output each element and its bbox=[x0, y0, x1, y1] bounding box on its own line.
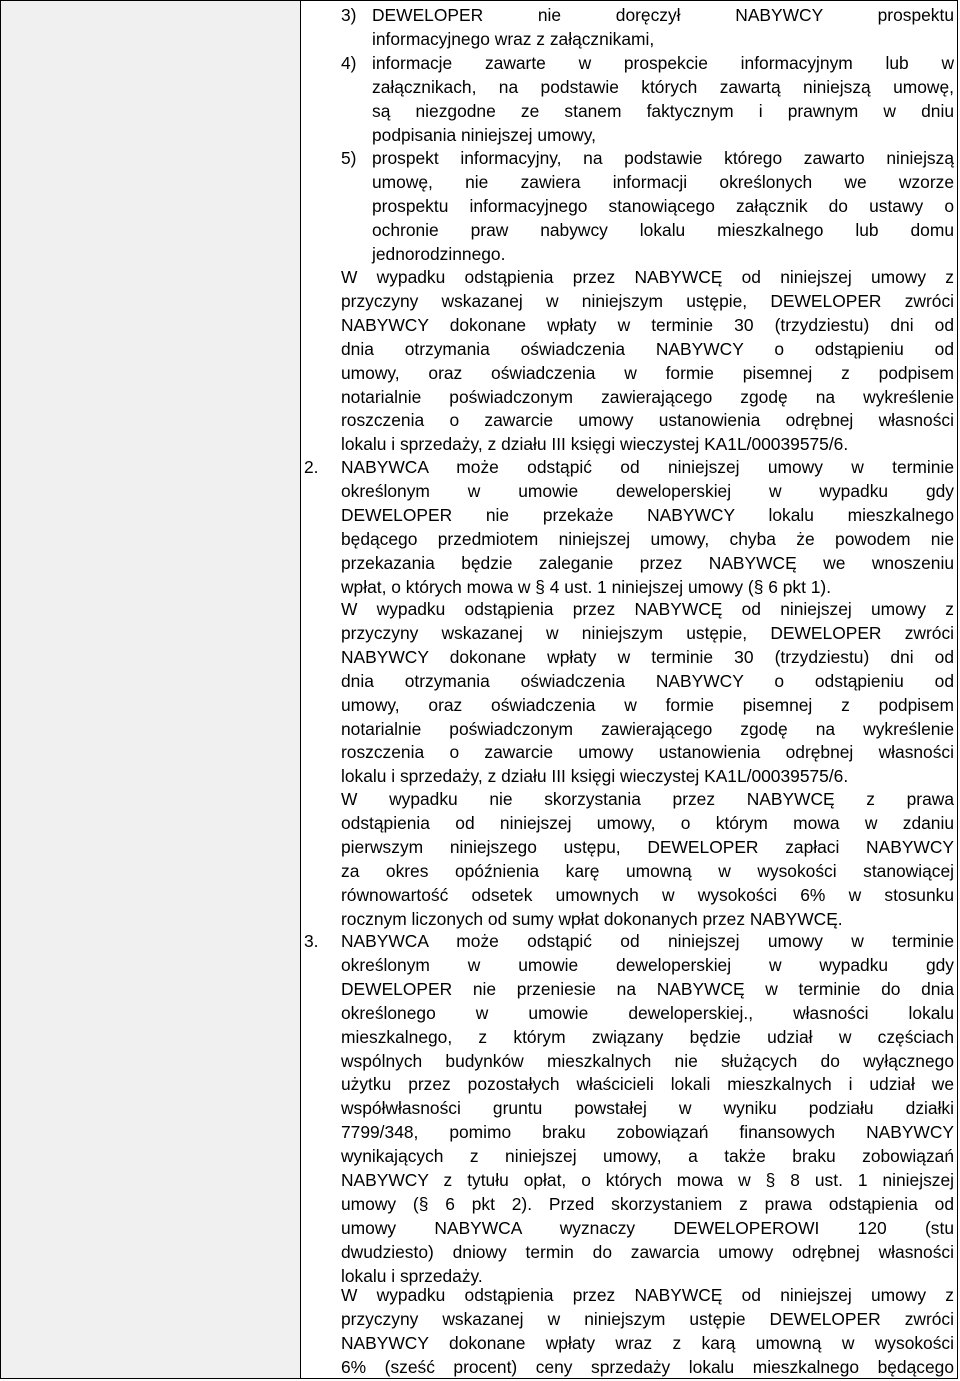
text-line: przekazania będzie zaleganie przez NABYWCĘ we wnoszeniu bbox=[341, 552, 954, 573]
item-3-body bbox=[341, 930, 954, 1289]
paragraph-1 bbox=[341, 266, 954, 457]
list-label: 4) bbox=[341, 53, 357, 73]
text-line: przyczyny wskazanej w niniejszym ustępie, DEWELOPER zwróci bbox=[341, 290, 954, 311]
text-line: lokalu i sprzedaży. bbox=[341, 1265, 483, 1286]
text-line: określonym w umowie deweloperskiej w wypadku gdy bbox=[341, 480, 954, 501]
text-line: roszczenia o zawarcie umowy ustanowienia odrębnej własności bbox=[341, 410, 954, 431]
list-label: 5) bbox=[341, 148, 357, 168]
text-line: NABYWCY dokonane wpłaty w terminie 30 (trzydziestu) dni od bbox=[341, 646, 954, 667]
text-line: wynikających z niniejszej umowy, a także braku zobowiązań bbox=[341, 1146, 954, 1167]
text-line: umowy (§ 6 pkt 2). Przed skorzystaniem z prawa odstąpienia od bbox=[341, 1193, 954, 1214]
text-line: użytku przez pozostałych właścicieli lokali mieszkalnych i udział we bbox=[341, 1074, 954, 1095]
text-line: podpisania niniejszej umowy, bbox=[372, 124, 596, 145]
list-body bbox=[372, 52, 954, 148]
text-line: będącego przedmiotem niniejszej umowy, chyba że powodem nie bbox=[341, 528, 954, 549]
text-line: W wypadku odstąpienia przez NABYWCĘ od niniejszej umowy z bbox=[341, 267, 954, 287]
paragraph-2 bbox=[341, 598, 954, 789]
list-body bbox=[372, 147, 954, 267]
list-label: 3) bbox=[341, 5, 357, 25]
text-line: umowy, oraz oświadczenia w formie pisemnej z podpisem bbox=[341, 694, 954, 715]
text-line: 6% (sześć procent) ceny sprzedaży lokalu mieszkalnego będącego bbox=[341, 1356, 954, 1377]
text-line: dwudziesto) dniowy termin do zawarcia umowy odrębnej własności bbox=[341, 1241, 954, 1262]
text-line: umowę, nie zawiera informacji określonych we wzorze bbox=[372, 171, 954, 192]
text-line: umowy NABYWCA wyznaczy DEWELOPEROWI 120 (stu bbox=[341, 1217, 954, 1238]
text-line: dnia otrzymania oświadczenia NABYWCY o odstąpieniu od bbox=[341, 670, 954, 691]
text-line: określonym w umowie deweloperskiej w wypadku gdy bbox=[341, 954, 954, 975]
text-line: równowartość odsetek umownych w wysokości 6% w stosunku bbox=[341, 884, 954, 905]
text-line: roszczenia o zawarcie umowy ustanowienia odrębnej własności bbox=[341, 742, 954, 763]
text-line: notarialnie poświadczonym zawierającego zgodę na wykreślenie bbox=[341, 386, 954, 407]
text-line: W wypadku odstąpienia przez NABYWCĘ od niniejszej umowy z bbox=[341, 599, 954, 619]
item-2-number: 2. bbox=[304, 457, 319, 477]
text-line: mieszkalnego, z którym związany będzie udział w częściach bbox=[341, 1026, 954, 1047]
text-line: W wypadku nie skorzystania przez NABYWCĘ z prawa bbox=[341, 789, 954, 809]
text-line: W wypadku odstąpienia przez NABYWCĘ od niniejszej umowy z bbox=[341, 1285, 954, 1305]
text-line: prospektu informacyjnego stanowiącego załącznik do ustawy o bbox=[372, 195, 954, 216]
text-line: dnia otrzymania oświadczenia NABYWCY o odstąpieniu od bbox=[341, 338, 954, 359]
text-line: NABYWCA może odstąpić od niniejszej umowy w terminie bbox=[341, 457, 954, 477]
text-line: pierwszym niniejszego ustępu, DEWELOPER zapłaci NABYWCY bbox=[341, 836, 954, 857]
document-content bbox=[301, 1, 957, 1378]
text-line: za okres opóźnienia karę umowną w wysokości stanowiącej bbox=[341, 860, 954, 881]
text-line: DEWELOPER nie przeniesie na NABYWCĘ w terminie do dnia bbox=[341, 978, 954, 999]
text-line: 7799/348, pomimo braku zobowiązań finansowych NABYWCY bbox=[341, 1122, 954, 1143]
text-line: wpłat, o których mowa w § 4 ust. 1 niniejszej umowy (§ 6 pkt 1). bbox=[341, 576, 832, 597]
text-line: NABYWCY dokonane wpłaty w terminie 30 (trzydziestu) dni od bbox=[341, 314, 954, 335]
text-line: ochronie praw nabywcy lokalu mieszkalnego lub domu bbox=[372, 219, 954, 240]
text-line: prospekt informacyjny, na podstawie którego zawarto niniejszą bbox=[372, 148, 954, 168]
text-line: rocznym liczonych od sumy wpłat dokonanych przez NABYWCĘ. bbox=[341, 908, 843, 929]
text-line: DEWELOPER nie doręczył NABYWCY prospektu bbox=[372, 5, 954, 25]
text-line: są niezgodne ze stanem faktycznym i prawnym w dniu bbox=[372, 100, 954, 121]
text-line: lokalu i sprzedaży, z działu III księgi wieczystej KA1L/00039575/6. bbox=[341, 766, 849, 787]
text-line: wspólnych budynków mieszkalnych nie służących do wyłącznego bbox=[341, 1050, 954, 1071]
text-line: przyczyny wskazanej w niniejszym ustępie DEWELOPER zwróci bbox=[341, 1308, 954, 1329]
item-3-number: 3. bbox=[304, 931, 319, 951]
text-line: NABYWCA może odstąpić od niniejszej umowy w terminie bbox=[341, 931, 954, 951]
text-line: określonego w umowie deweloperskiej., własności lokalu bbox=[341, 1002, 954, 1023]
left-margin-column bbox=[1, 1, 301, 1378]
text-line: współwłasności gruntu powstałej w wyniku podziału działki bbox=[341, 1098, 954, 1119]
list-body bbox=[372, 4, 954, 52]
item-2-body bbox=[341, 456, 954, 599]
text-line: notarialnie poświadczonym zawierającego zgodę na wykreślenie bbox=[341, 718, 954, 739]
text-line: umowy, oraz oświadczenia w formie pisemnej z podpisem bbox=[341, 362, 954, 383]
text-line: załącznikach, na podstawie których zawartą niniejszą umowę, bbox=[372, 76, 954, 97]
text-line: DEWELOPER nie przekaże NABYWCY lokalu mieszkalnego bbox=[341, 504, 954, 525]
paragraph-4 bbox=[341, 1284, 954, 1380]
text-line: informacje zawarte w prospekcie informacyjnym lub w bbox=[372, 53, 954, 73]
text-line: NABYWCY z tytułu opłat, o których mowa w § 8 ust. 1 niniejszej bbox=[341, 1170, 954, 1191]
text-line: NABYWCY dokonane wpłaty wraz z karą umowną w wysokości bbox=[341, 1332, 954, 1353]
text-line: odstąpienia od niniejszej umowy, o którym mowa w zdaniu bbox=[341, 812, 954, 833]
text-line: jednorodzinnego. bbox=[372, 243, 506, 264]
text-line: informacyjnego wraz z załącznikami, bbox=[372, 28, 655, 49]
text-line: przyczyny wskazanej w niniejszym ustępie, DEWELOPER zwróci bbox=[341, 622, 954, 643]
paragraph-3 bbox=[341, 788, 954, 931]
text-line: lokalu i sprzedaży, z działu III księgi wieczystej KA1L/00039575/6. bbox=[341, 434, 849, 455]
